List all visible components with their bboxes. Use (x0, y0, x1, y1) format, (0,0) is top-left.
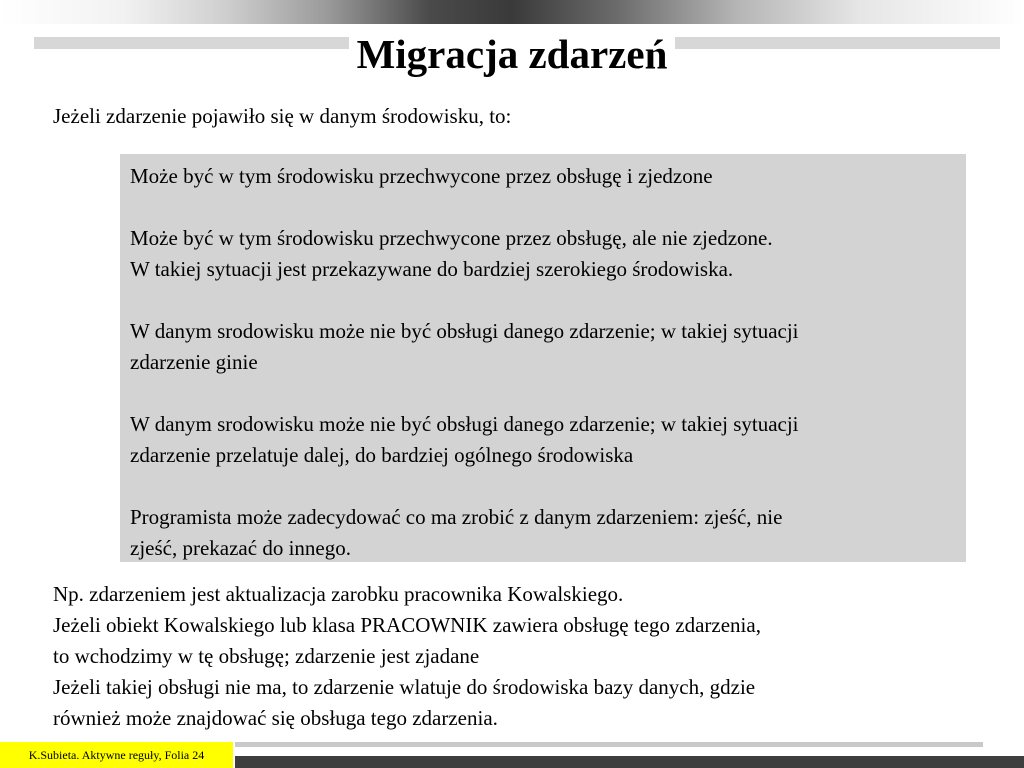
example-line: to wchodzimy w tę obsługę; zdarzenie jest zjadane (53, 644, 480, 668)
footer-label: K.Subieta. Aktywne reguły, Folia 24 (0, 742, 233, 768)
footer-rule-dark (235, 756, 1024, 768)
option-line: Może być w tym środowisku przechwycone przez obsługę, ale nie zjedzone. (130, 226, 773, 250)
example-text (53, 579, 761, 734)
option-paragraph (130, 223, 956, 285)
option-paragraph (130, 161, 956, 192)
option-line: zjeść, prekazać do innego. (130, 536, 351, 560)
option-line: W danym srodowisku może nie być obsługi danego zdarzenie; w takiej sytuacji (130, 319, 799, 343)
example-line: Jeżeli takiej obsługi nie ma, to zdarzenie wlatuje do środowiska bazy danych, gdzie (53, 675, 756, 699)
slide-title: Migracja zdarzeń (349, 31, 676, 77)
option-line: W takiej sytuacji jest przekazywane do bardziej szerokiego środowiska. (130, 257, 734, 281)
example-line: również może znajdować się obsługa tego zdarzenia. (53, 706, 498, 730)
slide-title-container (0, 28, 1024, 80)
option-paragraph (130, 409, 956, 471)
option-paragraph (130, 316, 956, 378)
example-line: Jeżeli obiekt Kowalskiego lub klasa PRACOWNIK zawiera obsługę tego zdarzenia, (53, 613, 761, 637)
example-line: Np. zdarzeniem jest aktualizacja zarobku pracownika Kowalskiego. (53, 582, 624, 606)
option-line: zdarzenie ginie (130, 350, 258, 374)
top-gradient-bar (0, 0, 1024, 24)
intro-text: Jeżeli zdarzenie pojawiło się w danym środowisku, to: (53, 104, 512, 128)
option-line: zdarzenie przelatuje dalej, do bardziej ogólnego środowiska (130, 443, 634, 467)
option-line: W danym srodowisku może nie być obsługi danego zdarzenie; w takiej sytuacji (130, 412, 799, 436)
option-line: Może być w tym środowisku przechwycone przez obsługę i zjedzone (130, 164, 713, 188)
option-line: Programista może zadecydować co ma zrobić z danym zdarzeniem: zjeść, nie (130, 505, 783, 529)
option-paragraph (130, 502, 956, 564)
footer-rule-light (235, 742, 983, 747)
options-box (120, 154, 966, 562)
